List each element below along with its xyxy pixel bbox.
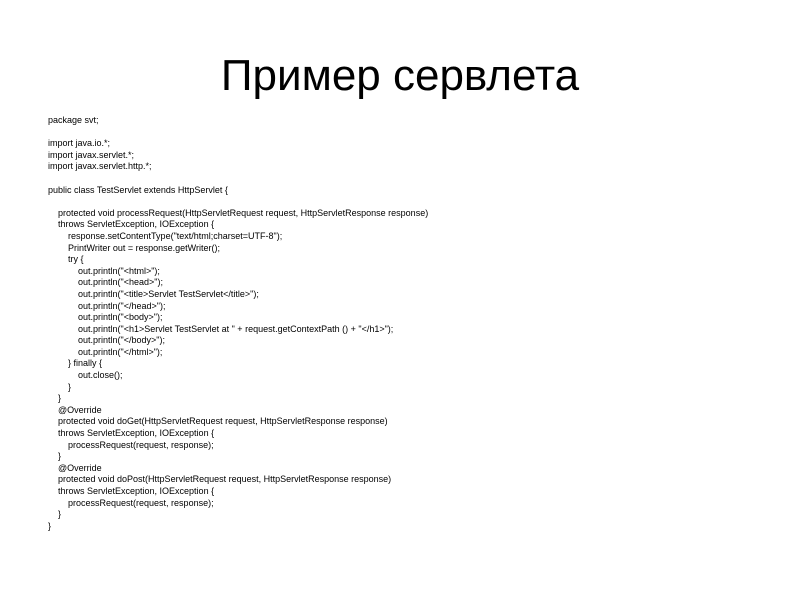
- code-block: [48, 115, 768, 532]
- code-line: protected void doGet(HttpServletRequest request, HttpServletResponse response): [48, 416, 388, 427]
- code-line: }: [48, 381, 72, 392]
- code-line: @Override: [48, 404, 102, 415]
- code-line: protected void doPost(HttpServletRequest request, HttpServletResponse response): [48, 474, 392, 485]
- code-line: out.close();: [48, 370, 123, 381]
- code-line: processRequest(request, response);: [48, 497, 214, 508]
- code-line: out.println("<title>Servlet TestServlet</title>");: [48, 288, 259, 299]
- code-line: out.println("</body>");: [48, 335, 165, 346]
- code-line: throws ServletException, IOException {: [48, 428, 215, 439]
- code-line: try {: [48, 254, 84, 265]
- code-line: }: [48, 393, 62, 404]
- code-line: throws ServletException, IOException {: [48, 219, 215, 230]
- code-line: package svt;: [48, 115, 99, 125]
- code-line: } finally {: [48, 358, 103, 369]
- code-line: }: [48, 451, 62, 462]
- code-line: out.println("</html>");: [48, 346, 163, 357]
- code-line: out.println("<body>");: [48, 312, 163, 323]
- code-line: @Override: [48, 462, 102, 473]
- code-line: response.setContentType("text/html;charset=UTF-8");: [48, 230, 283, 241]
- code-line: public class TestServlet extends HttpServlet {: [48, 184, 228, 195]
- code-line: out.println("<html>");: [48, 265, 160, 276]
- code-line: protected void processRequest(HttpServletRequest request, HttpServletResponse response): [48, 207, 429, 218]
- code-line: throws ServletException, IOException {: [48, 486, 215, 496]
- code-line: import javax.servlet.http.*;: [48, 161, 152, 172]
- code-line: }: [48, 520, 52, 531]
- code-line: [48, 173, 768, 185]
- code-line: out.println("<head>");: [48, 277, 163, 288]
- slide-title: Пример сервлета: [220, 51, 580, 100]
- code-line: out.println("</head>");: [48, 300, 166, 311]
- code-line: import java.io.*;: [48, 138, 111, 149]
- code-line: [48, 127, 768, 139]
- code-line: import javax.servlet.*;: [48, 149, 135, 160]
- code-line: [48, 196, 768, 208]
- code-line: }: [48, 509, 62, 520]
- code-line: out.println("<h1>Servlet TestServlet at " + request.getContextPath () + "</h1>");: [48, 323, 394, 334]
- code-line: processRequest(request, response);: [48, 439, 214, 450]
- code-line: PrintWriter out = response.getWriter();: [48, 242, 220, 253]
